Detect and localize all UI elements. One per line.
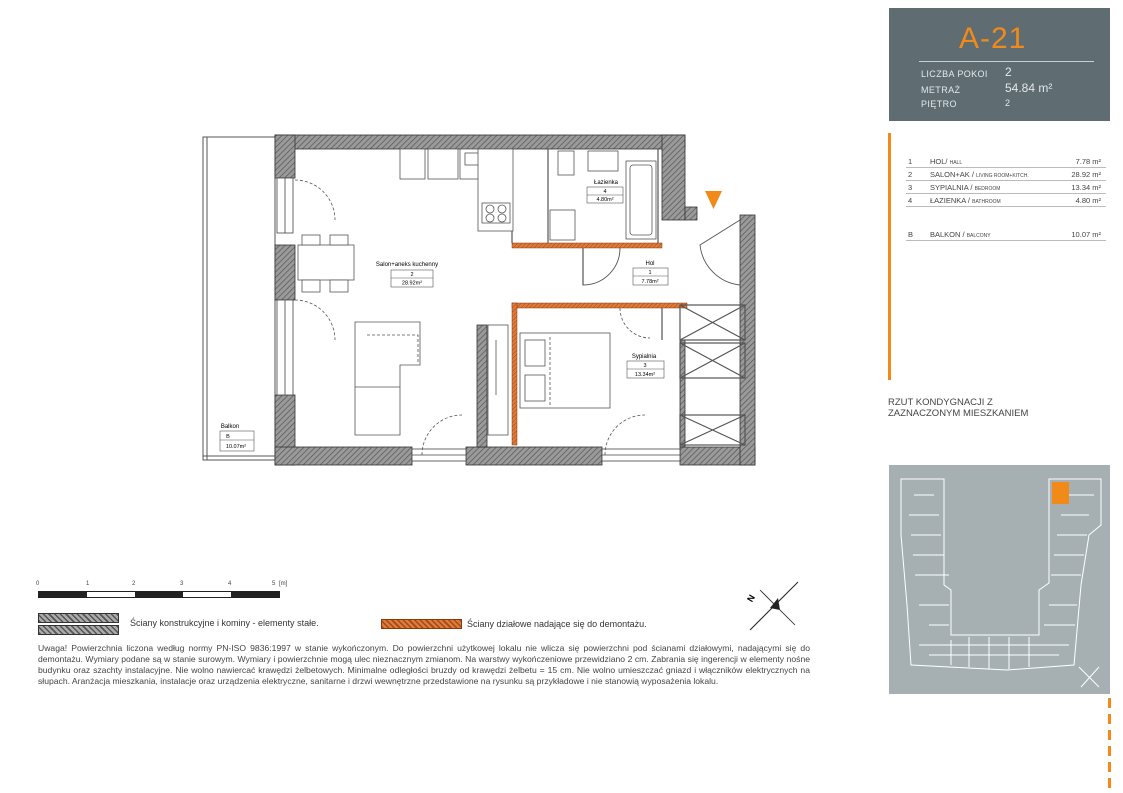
- room-name-pl: ŁAZIENKA /: [930, 196, 971, 205]
- bed: [520, 333, 610, 408]
- scale-tick: 5: [272, 581, 276, 587]
- north-arrow-small-icon: [1079, 667, 1099, 687]
- disclaimer-note: Uwaga! Powierzchnia liczona według normy PN-ISO 9836:1997 w stanie wykończonym. Do powierzchni użytkowej lokalu nie wlicza się powierzchni pod ścianami działowymi, nadającymi się do demontażu. Wymiary podane są w stanie surowym. Wymiary i powierzchnie mogą ulec nieznacznym zmianom. Na warstwy wykończeniowe przewidziano 2 cm. Zabrania się ingerencji w elementy nośne budynku oraz szachty instalacyjne. Nie wolno nawiercać krawędzi żelbetowych. Minimalne odległości bruzdy od krawędzi żelbetu = 15 cm. Nie wolno umieszczać gniazd i włączników elektrycznych na słupach. Aranżacja mieszkania, instalacje oraz urządzenia elektryczne, sanitarne i drzwi wewnętrzne przedstawione na rysunku są przykładowe i nie stanowią wyposażenia lokalu.: [38, 643, 810, 686]
- scale-tick: 4: [228, 581, 232, 587]
- caption-line: RZUT KONDYGNACJI Z: [888, 397, 993, 408]
- scale-tick: 3: [180, 581, 184, 587]
- key-plan-drawing: [889, 465, 1110, 694]
- field-value-floor: 2: [1005, 98, 1011, 108]
- salon-area: 28.92m²: [401, 280, 423, 287]
- room-no: 2: [908, 170, 913, 179]
- room-name: [930, 170, 1029, 179]
- legend-swatch-structural: [38, 613, 119, 623]
- salon-no: 2: [410, 272, 414, 278]
- room-name: [930, 196, 1001, 205]
- north-arrow-icon: [740, 578, 800, 638]
- svg-text:N: N: [745, 592, 757, 604]
- room-name-pl: SYPIALNIA /: [930, 183, 973, 192]
- room-row: [906, 195, 1106, 207]
- field-label-rooms: LICZBA POKOI: [921, 69, 988, 79]
- legend-structural-label: Ściany konstrukcyjne i kominy - elementy stałe.: [130, 618, 319, 628]
- room-no: 4: [908, 196, 913, 205]
- caption-line: ZAZNACZONYM MIESZKANIEM: [888, 408, 1029, 419]
- field-label-floor: PIĘTRO: [921, 99, 957, 109]
- lazienka-no: 4: [603, 189, 607, 195]
- hol-area: 7.78m²: [641, 279, 659, 285]
- tv-console: [488, 325, 508, 435]
- room-name-en: BEDROOM: [974, 186, 1001, 192]
- room-row: [906, 229, 1106, 241]
- room-label-hol: [633, 261, 668, 285]
- lazienka-area: 4.80m²: [596, 197, 614, 203]
- room-row: [906, 169, 1106, 181]
- scale-tick: 2: [132, 581, 136, 587]
- hol-label: Hol: [645, 261, 655, 267]
- room-no: 3: [908, 183, 913, 192]
- room-name-en: BALCONY: [966, 233, 991, 239]
- floor-plan: [190, 125, 770, 475]
- key-plan: [889, 465, 1110, 694]
- room-name-pl: HOL/: [930, 157, 948, 166]
- room-name-pl: SALON+AK /: [930, 170, 974, 179]
- dining-set: [298, 235, 354, 292]
- unit-header: [889, 8, 1110, 121]
- balcony-outline: [203, 137, 275, 460]
- room-label-balkon: [220, 424, 254, 451]
- entrance-arrow-icon: [705, 191, 722, 209]
- room-no: B: [908, 230, 914, 239]
- room-area: 4.80 m²: [1075, 196, 1101, 205]
- room-label-sypialnia: [627, 354, 664, 378]
- sofa: [355, 322, 420, 435]
- scale-bar: [38, 591, 280, 598]
- room-row: [906, 182, 1106, 194]
- balkon-area: 10.07m²: [225, 444, 247, 450]
- balkon-no: B: [226, 434, 230, 440]
- legend-swatch-removable: [381, 619, 462, 629]
- room-name-pl: BALKON /: [930, 230, 965, 239]
- door-arcs: [583, 220, 740, 285]
- room-label-lazienka: [587, 180, 623, 203]
- room-label-salon: [376, 262, 438, 287]
- room-name-en: LIVING ROOM+KITCH.: [976, 173, 1029, 179]
- header-divider: [919, 61, 1094, 62]
- room-name: [930, 157, 962, 166]
- room-area: 10.07 m²: [1071, 230, 1101, 239]
- sypialnia-label: Sypialnia: [631, 354, 657, 360]
- balkon-label: Balkon: [220, 424, 240, 430]
- unit-code: A-21: [959, 22, 1027, 55]
- selected-unit-marker: [1052, 482, 1069, 504]
- field-label-area: METRAŻ: [921, 85, 961, 95]
- legend-swatch-structural-2: [38, 625, 119, 635]
- door-swings: [295, 180, 650, 455]
- salon-label: Salon+aneks kuchenny: [375, 262, 439, 268]
- sypialnia-no: 3: [643, 363, 647, 369]
- field-value-rooms: 2: [1005, 65, 1012, 79]
- hol-no: 1: [648, 270, 652, 276]
- scale-unit: [m]: [279, 581, 288, 587]
- sypialnia-area: 13.34m²: [634, 372, 656, 378]
- room-area: 13.34 m²: [1071, 183, 1101, 192]
- field-value-area: 54.84 m²: [1005, 81, 1053, 95]
- room-area: 28.92 m²: [1071, 170, 1101, 179]
- room-row: [906, 156, 1106, 168]
- room-name: [930, 230, 991, 239]
- lazienka-label: Łazienka: [593, 180, 619, 186]
- kitchen-units: [400, 149, 513, 231]
- scale-tick: 0: [36, 581, 40, 587]
- room-name: [930, 183, 1000, 192]
- room-area: 7.78 m²: [1075, 157, 1101, 166]
- scale-tick: 1: [86, 581, 90, 587]
- accent-bar: [888, 133, 891, 380]
- key-plan-caption: [888, 397, 1068, 419]
- legend-removable-label: Ściany działowe nadające się do demontażu.: [467, 619, 647, 629]
- room-no: 1: [908, 157, 913, 166]
- room-name-en: HALL: [949, 160, 963, 166]
- edge-decoration: [1108, 698, 1111, 788]
- room-name-en: BATHROOM: [972, 199, 1001, 205]
